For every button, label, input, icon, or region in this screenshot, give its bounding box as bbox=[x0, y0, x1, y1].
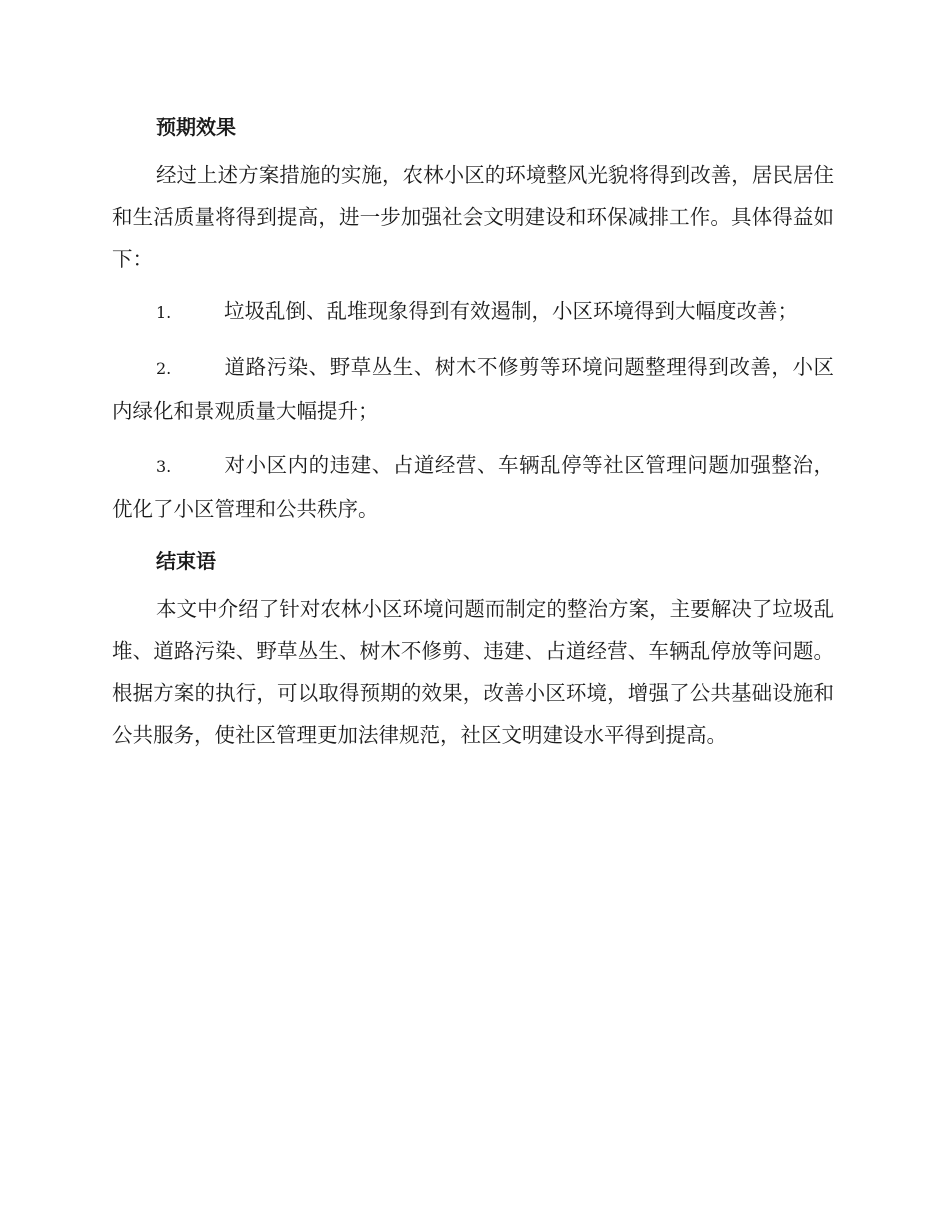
conclusion-body: 本文中介绍了针对农林小区环境问题而制定的整治方案，主要解决了垃圾乱堆、道路污染、野草丛生、树木不修剪、违建、占道经营、车辆乱停放等问题。根据方案的执行，可以取得预期的效果，改善小区环境，增强了公共基础设施和公共服务，使社区管理更加法律规范，社区文明建设水平得到提高。 bbox=[112, 597, 834, 747]
list-item-text: 垃圾乱倒、乱堆现象得到有效遏制，小区环境得到大幅度改善； bbox=[224, 299, 798, 323]
list-item-text: 对小区内的违建、占道经营、车辆乱停等社区管理问题加强整治，优化了小区管理和公共秩序。 bbox=[112, 453, 834, 521]
list-item-text: 道路污染、野草丛生、树木不修剪等环境问题整理得到改善，小区内绿化和景观质量大幅提升； bbox=[112, 355, 834, 423]
document-page bbox=[112, 108, 834, 766]
list-item-number: 1. bbox=[156, 303, 172, 322]
list-item bbox=[112, 290, 834, 334]
section-heading-conclusion: 结束语 bbox=[156, 549, 216, 573]
list-item-number: 2. bbox=[156, 359, 172, 378]
list-item bbox=[112, 346, 834, 432]
section-heading-expected-effects: 预期效果 bbox=[156, 115, 236, 139]
expected-effects-intro: 经过上述方案措施的实施，农林小区的环境整风光貌将得到改善，居民居住和生活质量将得到提高，进一步加强社会文明建设和环保减排工作。具体得益如下： bbox=[112, 163, 834, 271]
list-item bbox=[112, 444, 834, 530]
list-item-number: 3. bbox=[156, 457, 172, 476]
